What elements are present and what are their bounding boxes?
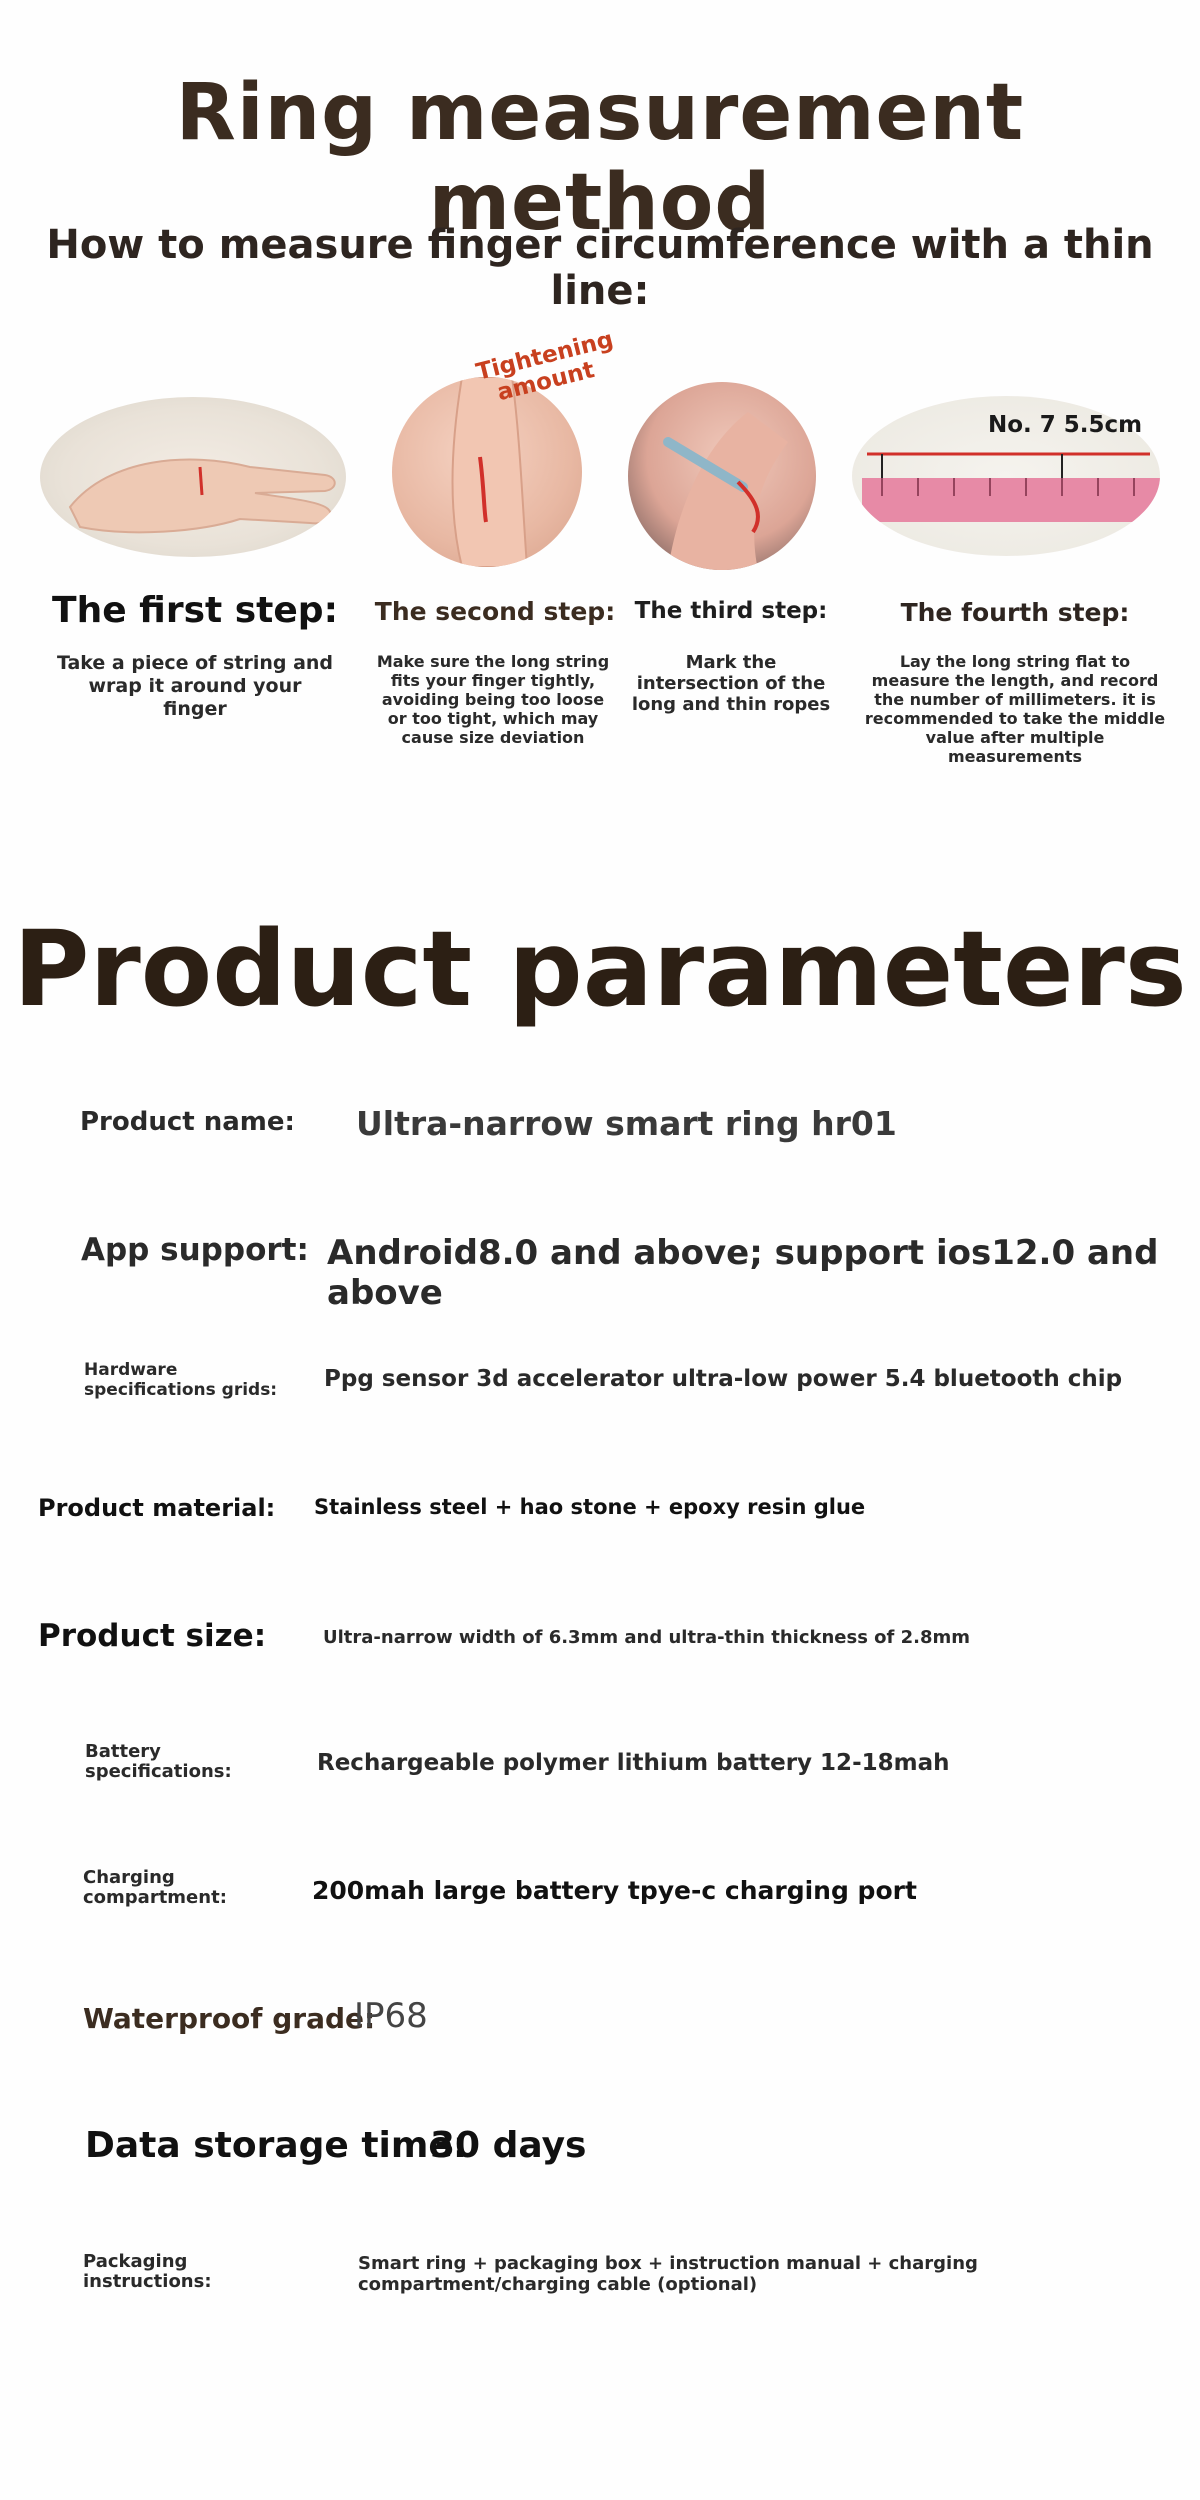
- param-value-hardware: Ppg sensor 3d accelerator ultra-low power 5.4 bluetooth chip: [324, 1366, 1123, 1392]
- step2-text: Make sure the long string fits your finger tightly, avoiding being too loose or too tight, which may cause size deviation: [376, 652, 610, 747]
- param-label-size: Product size:: [38, 1618, 267, 1654]
- measurement-subtitle: How to measure finger circumference with a thin line:: [46, 222, 1154, 314]
- param-label-app-support: App support:: [81, 1232, 309, 1268]
- param-value-battery: Rechargeable polymer lithium battery 12-18mah: [317, 1750, 950, 1776]
- param-value-charging: 200mah large battery tpye-c charging port: [312, 1876, 917, 1905]
- tightening-amount-label: Tightening amount: [473, 326, 616, 407]
- step3-text: Mark the intersection of the long and thin ropes: [631, 652, 831, 715]
- param-value-waterproof: IP68: [354, 1996, 428, 2036]
- param-value-data-storage: 30 days: [430, 2125, 587, 2166]
- measurement-title: Ring measurement method: [175, 68, 1025, 248]
- param-label-battery: Battery specifications:: [85, 1741, 232, 1782]
- ruler-measurement-label: No. 7 5.5cm: [988, 412, 1143, 438]
- step1-text: Take a piece of string and wrap it around your finger: [56, 652, 334, 720]
- param-value-material: Stainless steel + hao stone + epoxy resin glue: [314, 1495, 866, 1519]
- param-label-product-name: Product name:: [80, 1107, 295, 1137]
- step3-heading: The third step:: [634, 598, 828, 624]
- step1-heading: The first step:: [52, 590, 338, 631]
- step2-heading: The second step:: [374, 597, 616, 626]
- param-value-app-support: Android8.0 and above; support ios12.0 and above: [327, 1233, 1159, 1313]
- step3-marking-image: [628, 382, 816, 570]
- param-label-packaging: Packaging instructions:: [83, 2251, 212, 2292]
- param-value-packaging: Smart ring + packaging box + instruction manual + charging compartment/charging cable (optional): [358, 2253, 978, 2295]
- param-label-material: Product material:: [38, 1494, 276, 1522]
- parameters-title: Product parameters: [13, 908, 1187, 1030]
- step4-heading: The fourth step:: [900, 598, 1130, 627]
- param-label-waterproof: Waterproof grade:: [83, 2002, 376, 2035]
- step1-hand-image: [40, 397, 346, 557]
- param-label-charging: Charging compartment:: [83, 1867, 227, 1908]
- param-label-data-storage: Data storage time:: [85, 2125, 468, 2166]
- step4-text: Lay the long string flat to measure the length, and record the number of millimeters. it is recommended to take the middle value after multiple measurements: [864, 652, 1166, 766]
- param-value-size: Ultra-narrow width of 6.3mm and ultra-thin thickness of 2.8mm: [323, 1627, 971, 1648]
- param-label-hardware: Hardware specifications grids:: [84, 1360, 278, 1400]
- param-value-product-name: Ultra-narrow smart ring hr01: [356, 1104, 897, 1143]
